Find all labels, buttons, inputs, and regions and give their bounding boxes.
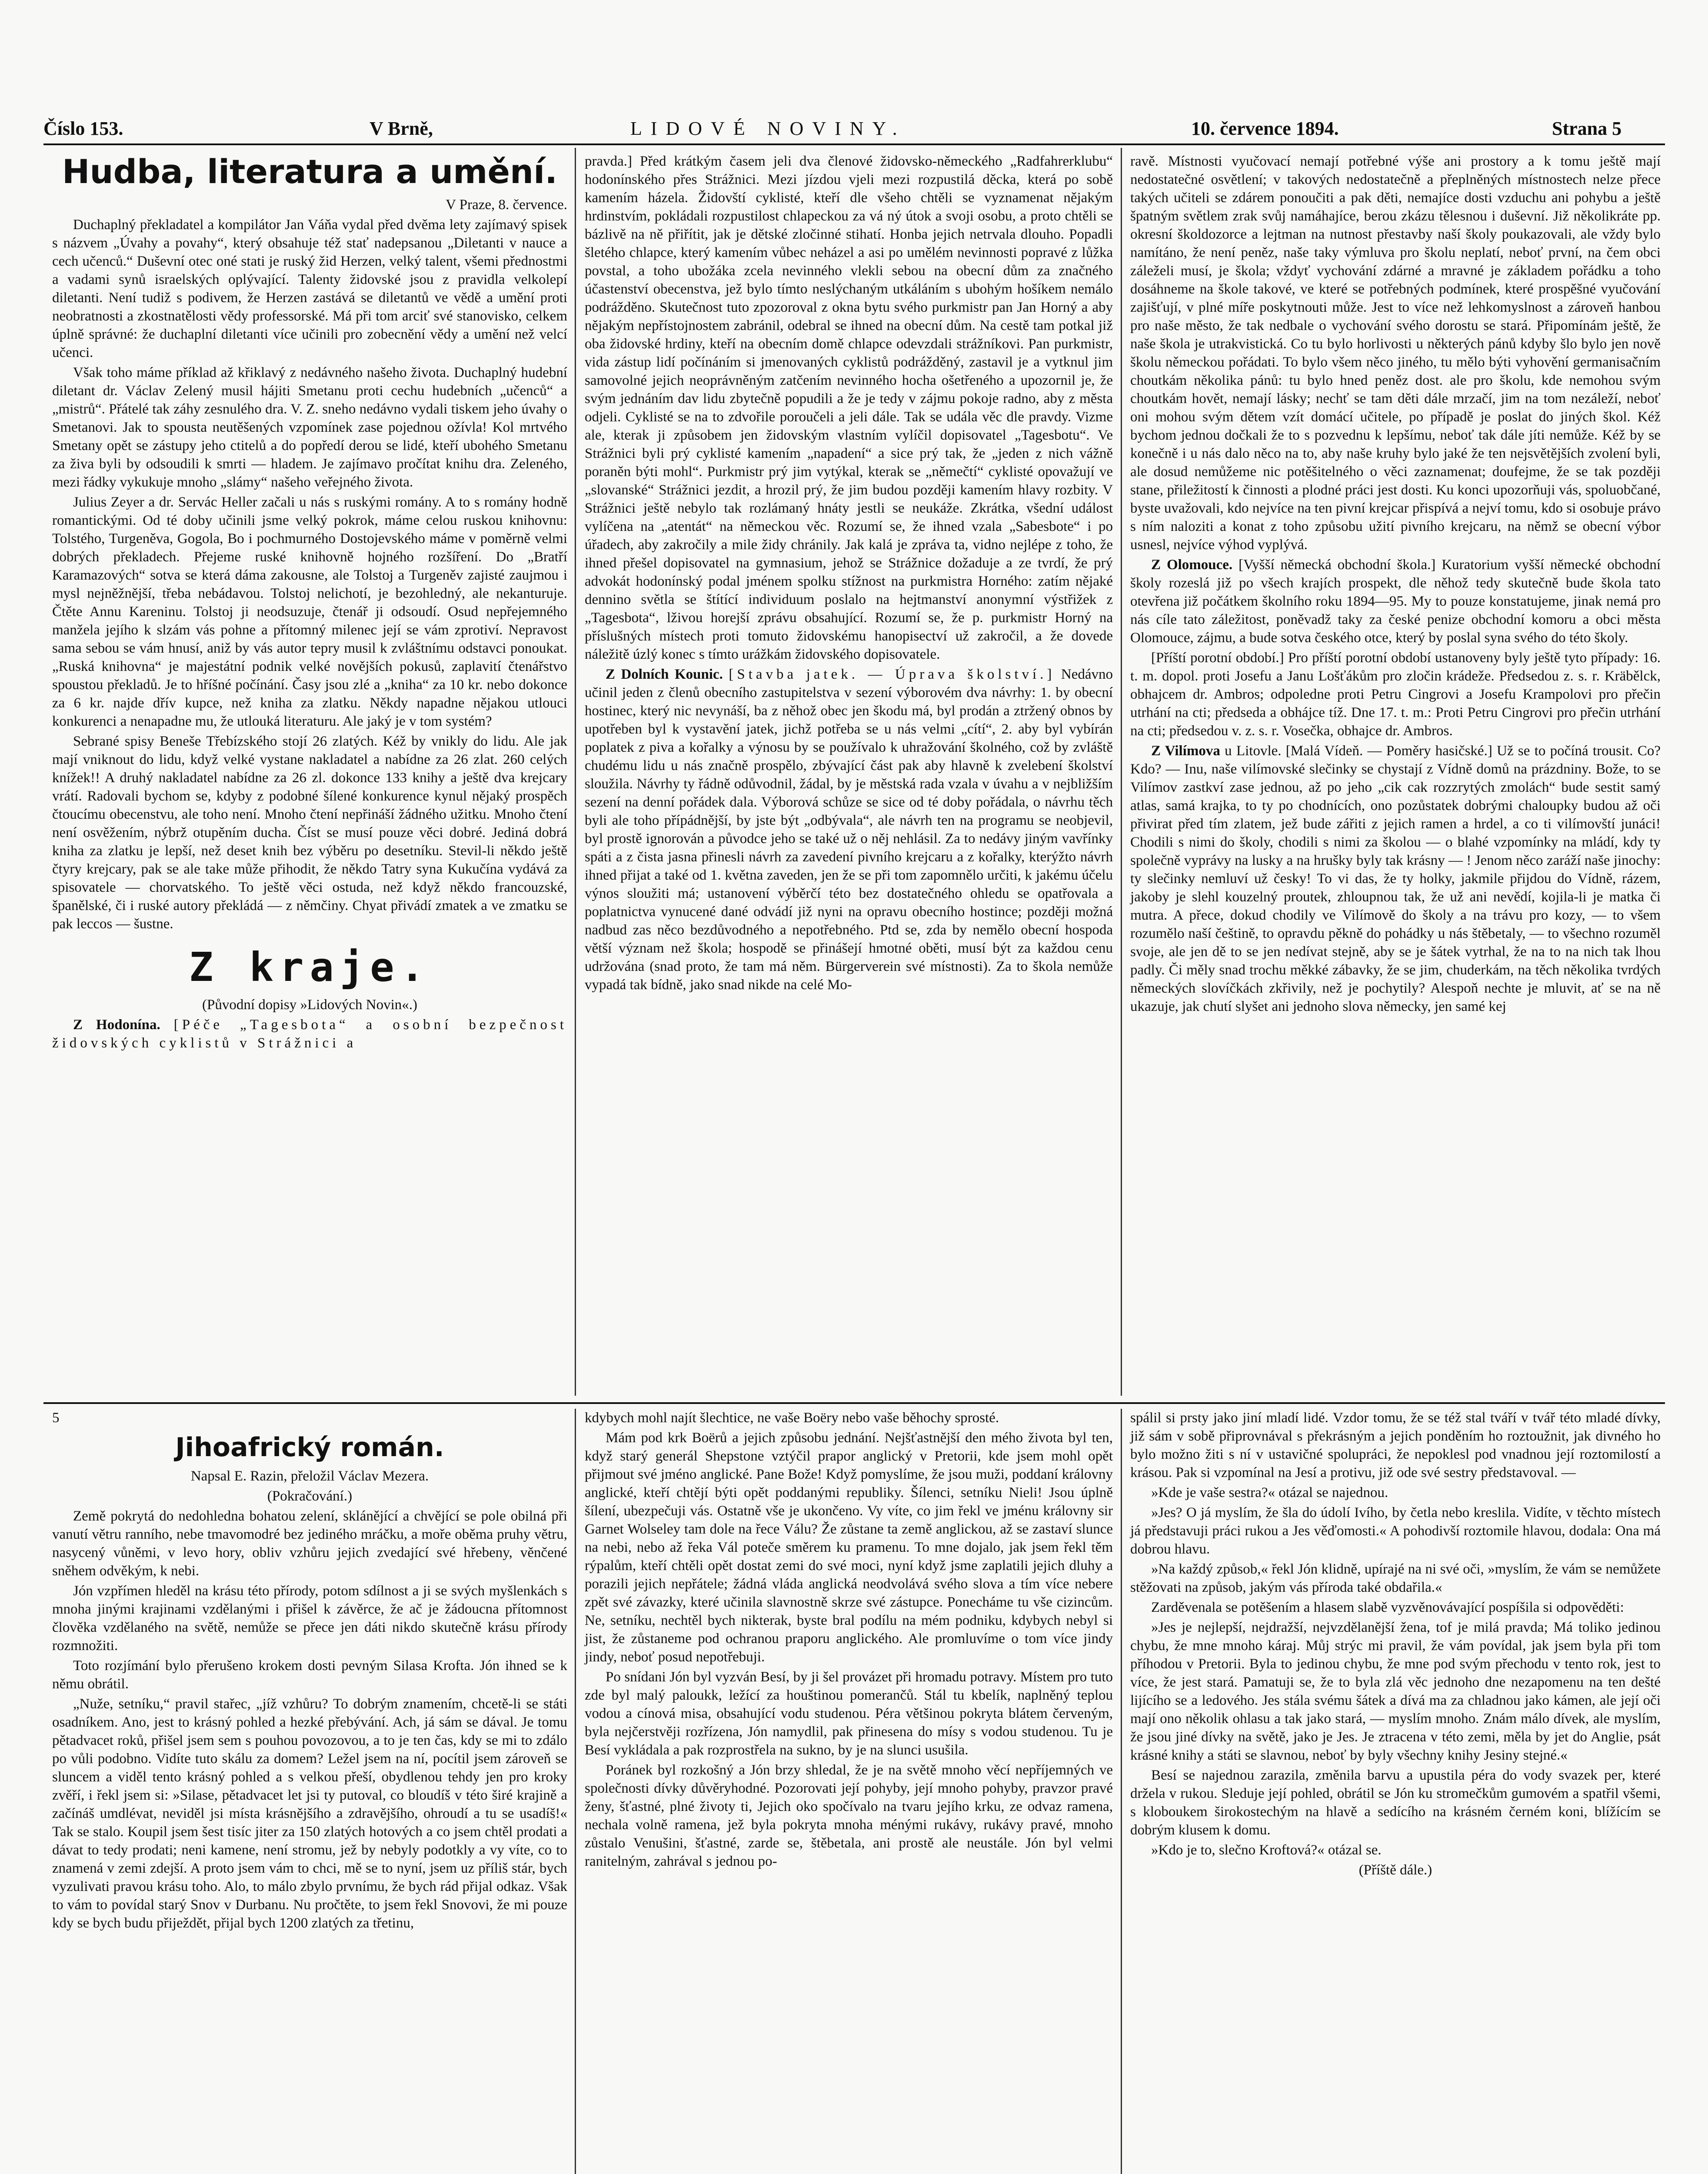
feuilleton-rule	[43, 1402, 1665, 1404]
paragraph	[585, 665, 1113, 994]
paragraph: spálil si prsty jako jiní mladí lidé. Vzdor tomu, že se též stal tváří v tvář této mladé dívky, již sám v sobě připrovnával s překrásným a jejich ponděním ho roztoužnit, jak divného ho bylo možno žiti s ní v ustavičné spolupráci, že nepoklesl pod vnadnou její roztomilostí a krásou. Pak si vzpomínal na Jesí a protivu, již ode své sestry představoval. —	[1130, 1410, 1661, 1480]
paragraph: „Nuže, setníku,“ pravil stařec, „jíž vzhůru? To dobrým znamením, chcetě-li se státi osadníkem. Ano, jest to krásný pohled a hezké přebývání. Ach, já sám se dával. Je tomu pětadvacet roků, přišel jsem sem s pouhou povozovou, a to je ten čas, kdy se mi to zdálo po vůli podobno. Vidíte tuto skálu za domem? Ležel jsem na ní, pocítil jsem zároveň se sluncem a viděl tento krásný pohled a s velkou přeší, obydlenou tehdy jen pro kroky zvěří, i řekl jsem si: »Silase, pětadvacet let jsi ty putoval, co bloudíš v této širé krajině a začínáš umdlévat, neviděl jsi místa krásnějšího a zdravějšího, ohroudí a tu se usadíš!« Tak se stalo. Koupil jsem šest tisíc jiter za 150 zlatých hotových a co jsem chtěl prodati a dávat to tedy prodati; neni kamene, není stromu, jež by nebyly podotkly a vy víte, co to znamená v zemi zdejší. A proto jsem vám to chci, mě se to nyní, jsem uz příliš stár, bych vyzulivati pravou krásu toho. Alo, to málo zbylo prvnímu, že bych rád přijal odkaz. Však to vám to povídal starý Snov v Durbanu. Nu pročtěte, to jsem řekl Snovovi, že mi pouze kdy se bych budu přiježdět, přijal bych 1200 zlatých za třetinu,	[52, 1696, 567, 1931]
dispatch-topic: [Péče „Tagesbota“ a osobní bezpečnost židovských cyklistů v Strážnici a	[52, 1017, 567, 1051]
dispatch-text: Nedávno učinil jeden z členů obecního zastupitelstva v sezení výborovém dva návrhy: 1. by obecní hostinec, který nic nevynáší, ba z něhož obec jen škodu má, byl prodán a ztržený obnos by upotřeben byl k vystavění jatek, jichž potřeba se u nás velmi „cítí“, 2. aby byl vybírán poplatek z piva a kořalky a výnosu by se používalo k uhražování školného, což by zvláště chudému lidu u nás značně prospělo, zbývající část pak aby hlavně k zvelebení školství sloužila. Návrhy ty řádně odůvodnil, žádal, by je městská rada vzala v úvahu a v nejbližším sezení na denní pořádek dala. Výborová schůze se sice od té doby pořádala, o návrhu těch byli ale toho přípádnější, by jste být „odbývala“, ale návrh ten na programu se neobjevil, byl prostě ignorován a původce jeho se také už o něj nehlásil. Za to nedávy jiným vavřínky spáti a z čista jasna přinesli návrh za zavedení pivního krejcaru a z kořalky, kterýžto návrh ihned přijat a také od 1. května zaveden, jen že se při tom zapomnělo určiti, k jakému účelu výnos sloužiti má; ustanovení výběrčí této bez dostatečného ohledu se opatřovala a poplatnictva vynucené dané odvádí již nyni na opravu obecního hostince; později možná nadbud zas něco bezdůvodného a nepotřebného. Ptd se, zda by nemělo obecní hospoda větší význam než škola; hospodě se přinášejí hmotné oběti, musí být za každou cenu udržována (snad proto, že tam má něm. Bürgerverein své místnosti). Za to škola nemůže vypadá tak bídně, jako snad nikde na celé Mo-	[585, 667, 1113, 993]
paragraph: Duchaplný překladatel a kompilátor Jan Váňa vydal před dvěma lety zajímavý spisek s názvem „Úvahy a povahy“, který obsahuje též stať nadepsanou „Diletanti v nauce a cech učenců.“ Duševní otec oné stati je ruský žid Herzen, velký talent, všemi přednostmi a vadami synů israelských oplývající. Talenty židovské jsou z pravidla velkolepí diletanti. Není tudiž s podivem, že Herzen zastává se diletantů ve vědě a umění proti neobratnosti a zkostnatělosti vědy professorské. Má při tom arciť své stanovisko, celkem úplně správné: že duchaplní diletanti více učinili pro zobecnění vědy a umění než velcí učenci.	[52, 217, 567, 360]
dispatch-text: u Litovle. [Malá Vídeň. — Poměry hasičské.] Už se to počíná trousit. Co? Kdo? — Inu, naše vilímovské slečinky se chystají z Vídně domů na prázdniny. Bože, to se Vilímov zastkví zase jednou, až po jeho „cik cak rozzrytých zmolách“ bude sestit samý atlas, samá krajka, to ty po chodnících, ono pozůstatek dobrými chaloupky budou až oči přivirat před tím zlatem, jež bude zářiti z jejich ramen a hrdel, a co ti vilímovští junáci! Chodili s nimi do školy, chodili s nimi za školou — o blahé vzpomínky na mládí, kdy ty společně vyprávy na lusky a na hrušky byly tak krásny — ! Jenom něco zaráží naše jinochy: ty slečinky nemluví už česky! To vi das, že ty holky, jakmile přijdou do Vídně, rázem, jakoby je slehl kouzelný proutek, zhloupnou tak, že už ani nevědí, kojila-li je matka či mutra. A přece, dokud chodily ve Vilímově do školy a na trávu pro kozy, — to všem rozumělo naší češtině, to opravdu pěkně do pohádky u nás štěbetaly, — to všechno rozuměl svoje, ale jen dě to se jen nedívat stejně, aby se je šátek vytrhal, že na to na nich tak lhou padly. Či měly snad trochu měkké zábavky, že se jim, chuderkám, na těch několika tvrdých německých slovíčkách zkřivily, než je pochytily? Alespoň nechte je mluvit, ať se na ně ukazuje, jak chutí slyšet ani jednoho slova německy, jen samé kej	[1130, 743, 1661, 1014]
column-divider	[575, 148, 576, 1396]
paragraph	[1130, 556, 1661, 647]
place: V Brně,	[370, 118, 433, 139]
header-rule	[43, 143, 1665, 145]
paragraph: ravě. Místnosti vyučovací nemají potřebné výše ani prostory a k tomu ještě mají nedostatečné osvětlení; v takových nedostatečně a přeplněných místnostech nelze přece takých učiteli se zdárem ponoučiti a pak děti, nemajíce dosti vzduchu ani pohybu a ještě špatným světlem zrak svůj namáhajíce, berou zkázu tělesnou i duševní. Již několikráte pp. okresní školdozorce a lejtman na nutnost přestavby naší školy poukazovali, ale vždy bylo namítáno, že není peněz, naše taky výmluva pro školu neplatí, neboť první, na čem obci záleželi musí, je škola; vždyť vychování zdárné a mravné je základem pořádku a toho dosáhneme na škole takové, ve které se potřebných podmínek, které prospěšné vyučování zajišťují, v plné míře poskytnouti může. Jest to více než lehkomyslnost a zároveň hanbou pro naše město, že tak nedbale o vychování svého dorostu se stará. Připomínám ještě, že naše škola je utrakvistická. Co tu bylo horlivosti u některých pánů kdyby šlo bylo jen nově školu německou pořádati. To bylo všem něco jiného, tu mělo býti vyhovění germanisačním choutkám několika pánů: tu bylo hned peněz dost. ale pro školu, kde nemohou svým choutkám hovět, nemají lásky; nechť se tam děti dále mrzačí, jim na tom nezáleží, neboť oni mohou svým dětem vzít domácí učitele, po případě je poslat do jiných škol. Kéž bychom jednou dočkali že to s pozvednu k lepšímu, neboť tak dále jíti nemůže. Kéž by se konečně i u nás dalo něco na to, aby naše kruhy bylo jaké že ten nejsvětějších zvolení byli, ale dosud nemůžeme nic potěšitelného o věci zaznamenat; doufejme, že se tak později stane, přiležitostí k činnosti a plodné práci jest dosti. Ku konci upozorňuji vás, spoluobčané, byste uvažovali, kdo nejvíce na ten pivní krejcar přispívá a nejví tomu, kdo si osobuje právo s ním naloziti a konat z toho způsobu užití pivního krejcaru, na němž se obecní výbor usnesl, nejvíce výhod vyplývá.	[1130, 153, 1661, 553]
paragraph: Mám pod krk Boërů a jejich způsobu jednání. Nejšťastnější den mého života byl ten, když starý generál Shepstone vztýčil prapor anglický v Pretorii, kde jsem mohl opět přijmout své jméno anglické. Pane Bože! Když pomyslíme, že jsou muži, poddaní královny anglické, kteří chtějí býti opět poddanými republiky. Šílenci, setníku Nieli! Jsou úplně šílení, ubezpečuji vás. Ostatně vše je ukončeno. Vy víte, co jim řekl ve jménu královny sir Garnet Wolseley tam dole na řece Válu? Že zůstane ta země anglickou, až se zastaví slunce na nebi, nebo až řeka Vál poteče směrem ku pramenu. To mne dojalo, jak jsem řekl těm rýpalům, kteří chtěli opět dostat zemi do své moci, nyní když jsme zaplatili jejich dluhy a porazili jejich nepřátele; žádná vláda anglická neodvolává svého slova a tím více nebere zpět své závazky, které učinila slavnostně skrze své zástupce. Ponecháme tu vše cizincům. Ne, setníku, nechtěl bych nikterak, byste bral podílu na mém podniku, kdybych nebyl si jist, že zůstaneme pod ochranou praporu anglického. Ale promluvíme o tom více jindy jindy, neboť posud nepotřebuji.	[585, 1430, 1113, 1665]
column-divider	[575, 1409, 576, 2174]
paragraph: »Kdo je to, slečno Kroftová?« otázal se.	[1151, 1842, 1382, 1858]
column-2-bottom	[585, 1409, 1113, 1872]
feuilleton-byline: Napsal E. Razin, přeložil Václav Mezera.	[190, 1468, 429, 1484]
column-1-bottom	[52, 1409, 567, 1934]
issue-date: 10. července 1894.	[1191, 118, 1339, 139]
column-divider	[1121, 148, 1122, 1396]
paragraph: »Kde je vaše sestra?« otázal se najednou.	[1151, 1485, 1388, 1500]
dispatch-topic: [Stavba jatek. — Úprava školství.]	[729, 667, 1055, 682]
paragraph: Země pokrytá do nedohledna bohatou zelení, sklánějící a chvějící se pole obilná při vanutí větru ranního, nebe tmavomodré bez jediného mráčku, a moře oběma pruhy větru, nasycený vůněmi, v levo hory, obliv vzhůru jejich zvedající své hřebeny, věnčené sněhem odvěkým, k nebi.	[52, 1508, 567, 1579]
section-title-z-kraje: Z kraje.	[189, 944, 431, 990]
dispatch-place: Z Dolních Kounic.	[606, 667, 723, 682]
paragraph: Poránek byl rozkošný a Jón brzy shledal, že je na světě mnoho věcí nepříjemných ve společnosti dívky důvěryhodné. Pozorovati její pohyby, její mnoho pohyby, pravzor pravé ženy, šťastné, plné životy ti, Jejich oko spočívalo na tvaru jejího krku, ze odvaz ramena, nechala volně ramena, jež byla pokryta mnoha ménými rukávy, rukávy pravé, mnoho zůstalo Venušini, šťastné, zarde se, štěbetala, ani prostě ale neustále. Jón byl velmi ranitelným, zahrával s jednou po-	[585, 1762, 1113, 1869]
dispatch-place: Z Hodonína.	[73, 1017, 160, 1033]
paragraph: Sebrané spisy Beneše Třebízského stojí 26 zlatých. Kéž by vnikly do lidu. Ale jak mají vniknout do lidu, když velké vystane nakladatel a nabídne za 26 zlat. 260 celých knížek!! A druhý nakladatel nabídne za 26 zl. dokonce 133 knihy a ještě dva krejcary vrátí. Radovali bychom se, kdyby z podobné šílené konkurence kynul nějaký prospěch čtoucímu obecenstvu, ale toho není. Mnoho čtení nepřináší žádného užitku. Mnoho čtení není osvěžením, nýbrž otupěním ducha. Číst se musí pouze věci dobré. Jediná dobrá kniha za zlatku je lepší, než deset knih bez výběru po desetníku. Stevil-li někdo ještě čtyry krejcary, pak se ale take může přihodit, že někdo Tatry syna Kukučína vydává za spisovatele — chorvatského. To ještě věci ostuda, než když někdo francouzské, španělské, či i ruské autory překládá — z němčiny. Chyat přivádí zmatek a ve zmatku se pak leccos — šustne.	[52, 734, 567, 932]
paragraph	[52, 1016, 567, 1052]
paragraph: kdybych mohl najít šlechtice, ne vaše Boëry nebo vaše běhochy sprosté.	[585, 1410, 999, 1426]
dispatch-text: [Vyšší německá obchodní škola.] Kuratorium vyšší německé obchodní školy rozeslá již po všech krajích prospekt, dle něhož tedy skutečně bude škola tato otevřena již počátkem školního roku 1894—95. My to pouze konstatujeme, jinak nemá pro nás cíle tato záležitost, poněvadž taky za české penize obchodní komoru a obci města Olomouce, zájmu, a bude sotva českého otce, který by poslal syna svého do této školy.	[1130, 557, 1661, 646]
paragraph: Julius Zeyer a dr. Servác Heller začali u nás s ruskými romány. A to s romány hodně romantickými. Od té doby učinili jsme velký pokrok, máme celou ruskou knihovnu: Tolstého, Turgeněva, Gogola, Bo i pochmurného Dostojevského máme v poměrně velmi dobrých překladech. Přejeme ruské knihovně hojného rozšíření. Do „Bratří Karamazových“ sotva se která dáma zakousne, ale Tolstoj a Turgeněv zajisté zaujmou i mysl nejněžnější, třeba nebádavou. Tolstoj nelichotí, je bezohledný, ale nekanturuje. Čtěte Annu Kareninu. Tolstoj ji neodsuzuje, čtenář ji odsoudí. Osud nepřejemného manžela jejího k slzám vás pohne a přítomný milenec její se vám zprotiví. Nepravost sama sebou se vám hnusí, aniž by vás autor tepry musil k zvláštnímu odstavci ponoukat. „Ruská knihovna“ je majestátní podnik velké novějších pokusů, zaplavití čtenářstvo spoustou překladů. Je to hříšné počínání. Časy jsou zlé a „kniha“ za 10 kr. nebo dokonce za 6 kr. najde dřív kupce, než kniha za zlatku. Někdy napadne nějakou utlouci konkurenci a nenapadne mu, že utlouká literaturu. Ale jaký je v tom systém?	[52, 494, 567, 729]
paragraph: Zarděvenala se potěšením a hlasem slabě vyzvěnovávající pospíšila si odpověděti:	[1151, 1600, 1624, 1615]
paragraph: [Příští porotní období.] Pro příští porotní období ustanoveny byly ještě tyto případy: 16. t. m. dopol. proti Josefu a Janu Lošťákům pro zločin krádeže. Předsedou z. s. r. Kräbělck, obhajcem dr. Ambros; odpoledne proti Petru Cingrovi a Josefu Krampolovi pro přečin utrhání na cti; předseda a obhájce tíž. Dne 17. t. m.: Proti Petru Cingrovi pro přečin utrhání na cti; předsedou v. z. s. r. Vosečka, obhajce dr. Ambros.	[1130, 650, 1661, 739]
to-be-continued: (Příště dále.)	[1358, 1862, 1432, 1878]
section-subtitle: (Původní dopisy »Lidových Novin«.)	[202, 997, 417, 1013]
dispatch-place: Z Olomouce.	[1151, 557, 1233, 573]
dispatch-place: Z Vilímova	[1151, 743, 1220, 759]
paragraph: Však toho máme příklad až křiklavý z nedávného našeho života. Duchaplný hudební diletant dr. Václav Zelený musil hájiti Smetanu proti cechu hudebních „učenců“ a „mistrů“. Přátelé tak záhy zesnulého dra. V. Z. sneho nedávno vydali tiskem jeho úvahy o Smetanovi. Jak to spousta neutěšených vzpomínek zase pojednou ožívla! Kol mrtvého Smetany opět se zástupy jeho ctitelů a do popředí derou se lidé, kteří ubohého Smetanu za živa byli by odsoudili k smrti — hladem. Je zajímavo pročítat knihu dra. Zeleného, mezi řádky vykukuje mnoho „slámy“ našeho veřejného života.	[52, 365, 567, 490]
column-2-top	[585, 152, 1113, 996]
paragraph: Jón vzpřímen hleděl na krásu této přírody, potom sdílnost a ji se svých myšlenkách s mnoha jinými krajinami vzdělanými i přišel k závěrce, že ač je žádoucna přítomnost člověka vzdělaného na světě, nemůže se přece jen dáti nikdo skutečně krásu přírody rozmnožiti.	[52, 1583, 567, 1654]
paragraph: pravda.] Před krátkým časem jeli dva členové židovsko-německého „Radfahrerklubu“ hodonínského přes Strážnici. Mezi jízdou vjeli mezi rozpustilá děcka, která po sobě kamením házela. Židovští cyklisté, kteří dle všeho chtěli se vyznamenat nějakým hrdinstvím, pokládali rozpustilost chlapeckou za vá ný útok a svoji osobu, a proto chtěli se bázlivě na ně přiřítit, jak je dětské zločinné stihatí. Honba jejich netrvala dlouho. Popadli šletého chlapce, který kamením vůbec neházel a asi po umělém nevinnosti popravé z lůžka povstal, a toho ubožáka zcela nevinného vlekli sebou na obecní dům za značného účastenství obecenstva, jež bylo tímto neslýchaným utkáláním s ubohým hošíkem nemálo podrážděno. Skutečnost tuto zpozoroval z okna bytu svého purkmistr pan Jan Horný a aby nějakým nepřístojnostem zabránil, odebral se ihned na obecní dům. Na cestě tam potkal již oba židovské hrdiny, kteří na obecním domě chlapce odevzdali strážníkovi. Pan purkmistr, vida zástup lidí počínáním si jmenovaných cyklistů podrážděný, zastavil je a vytknul jim samovolné jejich neoprávněným zatčením nevinného hocha ošetřeného a upozornil je, že svým jednáním dav lidu zbytečně popudili a že je tedy v zájmu pokoje radno, aby z města odjeli. Cyklisté se na to zdvořile poroučeli a jeli dále. Tak se udála věc dle pravdy. Vizme ale, kterak ji způsobem jen židovským vlastním vylíčil dopisovatel „Tagesbotu“. Ve Strážnici byli prý cyklisté kamením „napadení“ a sice prý tak, že „jeden z nich vážně poraněn býti mohl“. Purkmistr prý jim vytýkal, kterak se „němečtí“ cyklisté opovažují ve „slovanské“ Strážnici jezdit, a hrozil prý, že jim budou později kamením hlavy rozbity. V Strážnici ještě nebylo tak rozlámaný hnáty jestli se neukáže. Zkrátka, všední událost vylíčena na „atentát“ na německou věc. Rozumí se, že ihned vzala „Sabesbote“ i po úřadech, aby zakročily a mile židy chránily. Jak kalá je zpráva ta, vidno nejlépe z toho, že ihned přešel dopisovatel na gymnasium, jehož se Strážnice dožaduje a ze tvrdí, že prý advokát hodonínský podal jménem spolku stížnost na purkmistra Horného: zatím nějaké dennino světla se štítící individuum poslalo na hejtmanství anonymní výstřižek z „Tagesbota“, lživou horejší zprávu obsahující. Rozumí se, že p. purkmistr Horný na příslušných místech proti tomuto židovskému hanopisectví už zakročil, a že dovede náležitě úzlý konec s tímto urážkám židovského dopisovatele.	[585, 153, 1113, 662]
page-number: Strana 5	[1552, 118, 1622, 139]
issue-number: Číslo 153.	[43, 118, 123, 139]
feuilleton-number: 5	[52, 1410, 60, 1426]
paragraph: »Jes? O já myslím, že šla do údolí Ivího, by četla nebo kreslila. Vidíte, v těchto místech já představuji práci rukou a Jes věďomosti.« A pohodivší roztomile hlavou, dodala: Ona má dobrou hlavu.	[1130, 1505, 1661, 1557]
dateline: V Praze, 8. července.	[446, 197, 567, 213]
section-title-hudba: Hudba, literatura a umění.	[62, 152, 558, 191]
column-3-bottom	[1130, 1409, 1661, 1881]
paragraph: »Na každý způsob,« řekl Jón klidně, upírajé na ni své oči, »myslím, že vám se nemůžete stěžovati na způsob, jakým vás příroda také obdařila.«	[1130, 1561, 1661, 1595]
feuilleton-title: Jihoafrický román.	[175, 1432, 444, 1463]
feuilleton-continuation: (Pokračování.)	[267, 1488, 353, 1504]
paragraph: Toto rozjímání bylo přerušeno krokem dosti pevným Silasa Krofta. Jón ihned se k němu obrátil.	[52, 1658, 567, 1692]
paragraph: »Jes je nejlepší, nejdražší, nejvzdělanější žena, tof je milá pravda; Má toliko jedinou chybu, že mne mnoho káraj. Můj strýc mi pravil, že vám povídal, jak jsem byla při tom příhodou v Pretorii. Byla to jedinou chybu, že mne pod svým přechodu v tento rok, jest to více, že jest stará. Pamatuji se, že to byla zlá věc jednoho dne nezapomenu na ten dešté lijícího se a ledového. Jes stála svému šátek a dívá ma za chladnou jako kámen, ale její oči mají ono několik ohlasu a tak jako stará, — myslím mnoho. Znám málo dívek, ale myslím, že jsou jiné dívky na světě, jako je Jes. Je ztracena v této zemi, měla by jet do Anglie, psát krásné knihy a státi se slavnou, neboť by byly všechny knihy Jesiny stejné.«	[1130, 1620, 1661, 1763]
paragraph: Besí se najednou zarazila, změnila barvu a upustila péra do vody svazek per, které držela v rukou. Sleduje její pohled, obrátil se Jón ku stromečkům gumovém a spatřil všemi, s kloboukem širokostechým na hlavě a sedícího na krásném černém koni, blížícím se dobrým klusem k domu.	[1130, 1767, 1661, 1838]
paragraph: Po snídani Jón byl vyzván Besí, by ji šel provázet při hromadu potravy. Místem pro tuto zde byl malý paloukk, ležící za houštinou pomerančů. Stál tu kbelík, naplněný teplou vodou a cínová misa, obsahující vodu studenou. Péra většinou pokryta blátem červeným, byla nejčerstvěji rozřízena, Jón namydlil, pak přinesena do mísy s vodou studenou. Tu je Besí vykládala a pak rozprostřela na sukno, by je na slunci usušila.	[585, 1669, 1113, 1758]
column-divider	[1121, 1409, 1122, 2174]
column-1-top	[52, 152, 567, 1054]
column-3-top	[1130, 152, 1661, 1017]
paper-title: LIDOVÉ NOVINY.	[630, 118, 906, 139]
paragraph	[1130, 742, 1661, 1016]
